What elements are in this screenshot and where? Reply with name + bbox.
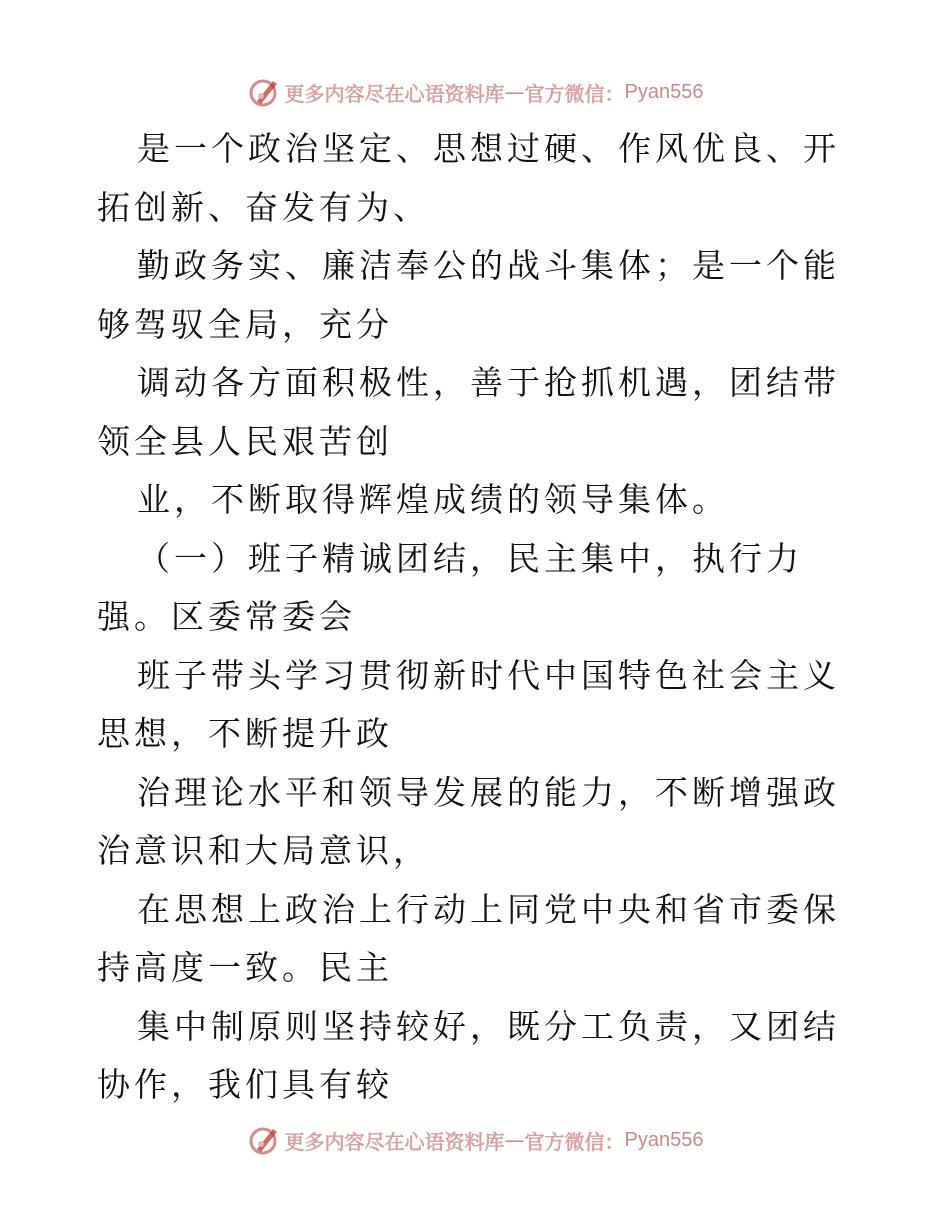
paragraph: （一）班子精诚团结，民主集中，执行力强。区委常委会 [97,538,803,636]
banner-wechat-label: 官方微信： [524,81,625,106]
banner-main-text: 更多内容尽在心语资料库 [284,1129,505,1154]
banner-separator: — [504,80,525,104]
pen-circle-logo-icon [247,75,281,109]
banner-wechat-label: 官方微信： [524,1129,625,1154]
paragraph: 班子带头学习贯彻新时代中国特色社会主义思想，不断提升政 [97,655,840,753]
banner-wechat-id: Pyan556 [624,1128,704,1151]
banner-separator: — [504,1128,525,1152]
banner-wechat-id: Pyan556 [624,80,704,103]
banner-main-text: 更多内容尽在心语资料库 [284,81,505,106]
paragraph: 集中制原则坚持较好，既分工负责，又团结协作，我们具有较 [97,1006,840,1104]
paragraph: 业，不断取得辉煌成绩的领导集体。 [137,480,729,519]
paragraph: 治理论水平和领导发展的能力，不断增强政治意识和大局意识， [97,772,840,870]
document-body [97,120,857,1115]
pen-circle-logo-icon [247,1123,281,1157]
paragraph: 是一个政治坚定、思想过硬、作风优良、开拓创新、奋发有为、 [97,129,840,227]
header-watermark-banner [0,72,950,112]
paragraph: 在思想上政治上行动上同党中央和省市委保持高度一致。民主 [97,889,840,987]
paragraph: 调动各方面积极性，善于抢抓机遇，团结带领全县人民艰苦创 [97,363,840,461]
footer-watermark-banner [0,1120,950,1160]
paragraph: 勤政务实、廉洁奉公的战斗集体；是一个能够驾驭全局，充分 [97,246,840,344]
